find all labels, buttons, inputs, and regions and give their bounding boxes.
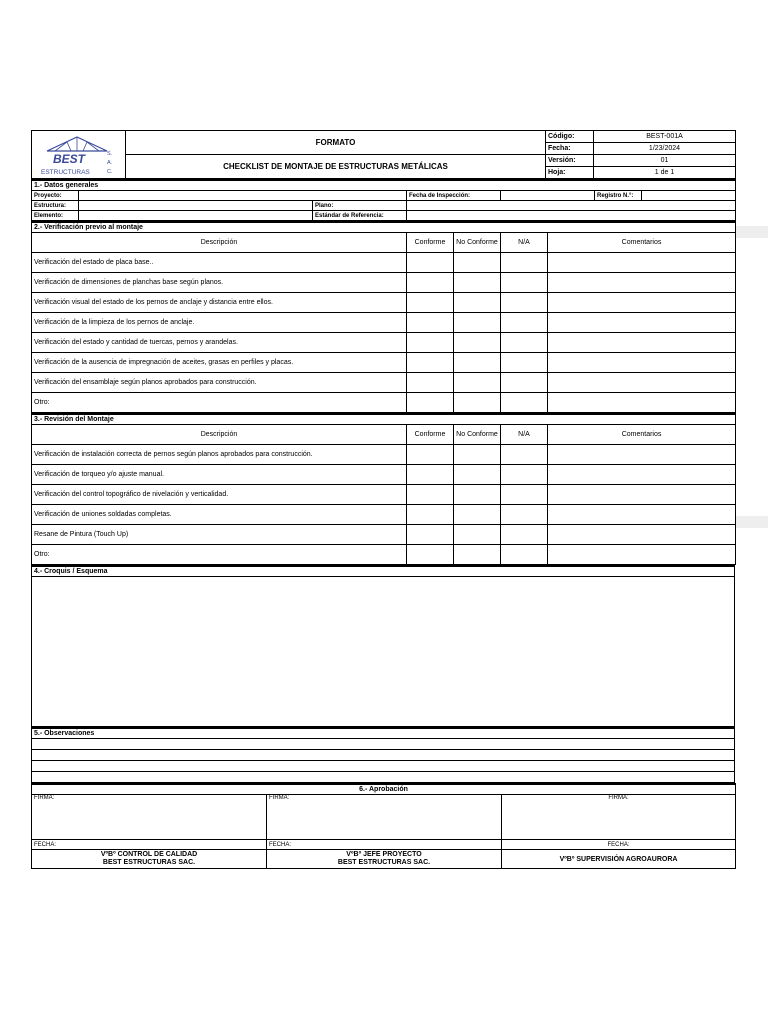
edge-bar bbox=[736, 516, 768, 528]
svg-text:S.: S. bbox=[106, 150, 112, 157]
column-header: Conforme bbox=[407, 233, 454, 253]
no-conforme-cell[interactable] bbox=[454, 373, 501, 393]
assembly-review-table bbox=[31, 413, 736, 565]
estandar-field[interactable] bbox=[407, 211, 736, 221]
observations-table bbox=[31, 727, 735, 783]
comentarios-cell[interactable] bbox=[548, 253, 736, 273]
no-conforme-cell[interactable] bbox=[454, 253, 501, 273]
checklist-row: Verificación de dimensiones de planchas base según planos. bbox=[32, 273, 736, 293]
na-cell[interactable] bbox=[501, 465, 548, 485]
no-conforme-cell[interactable] bbox=[454, 505, 501, 525]
edge-bar bbox=[736, 226, 768, 238]
comentarios-cell[interactable] bbox=[548, 445, 736, 465]
na-cell[interactable] bbox=[501, 313, 548, 333]
conforme-cell[interactable] bbox=[407, 253, 454, 273]
checklist-row: Verificación de torqueo y/o ajuste manual. bbox=[32, 465, 736, 485]
section-title: 4.- Croquis / Esquema bbox=[32, 566, 735, 577]
checklist-row: Otro: bbox=[32, 545, 736, 565]
comentarios-cell[interactable] bbox=[548, 485, 736, 505]
section-title: 6.- Aprobación bbox=[32, 784, 736, 795]
sketch-area[interactable] bbox=[32, 577, 735, 727]
no-conforme-cell[interactable] bbox=[454, 393, 501, 413]
meta-label: Hoja: bbox=[546, 167, 594, 179]
column-header: N/A bbox=[501, 233, 548, 253]
field-label: Elemento: bbox=[32, 211, 79, 221]
signer-label: VºBº CONTROL DE CALIDAD BEST ESTRUCTURAS SAC. bbox=[32, 850, 267, 869]
checklist-row: Resane de Pintura (Touch Up) bbox=[32, 525, 736, 545]
observation-line[interactable] bbox=[32, 750, 735, 761]
no-conforme-cell[interactable] bbox=[454, 485, 501, 505]
column-header: Comentarios bbox=[548, 233, 736, 253]
signature-box[interactable]: FIRMA: bbox=[32, 795, 267, 840]
column-header: N/A bbox=[501, 425, 548, 445]
checklist-row: Verificación de la ausencia de impregnación de aceites, grasas en perfiles y placas. bbox=[32, 353, 736, 373]
company-logo bbox=[32, 131, 126, 179]
checklist-sheet bbox=[31, 130, 735, 869]
sketch-table bbox=[31, 565, 735, 727]
comentarios-cell[interactable] bbox=[548, 393, 736, 413]
svg-text:A.: A. bbox=[106, 159, 112, 166]
header-table bbox=[31, 130, 736, 179]
field-label: Fecha de Inspección: bbox=[407, 191, 501, 201]
na-cell[interactable] bbox=[501, 293, 548, 313]
section-title: 3.- Revisión del Montaje bbox=[32, 414, 736, 425]
conforme-cell[interactable] bbox=[407, 373, 454, 393]
logo-subname: ESTRUCTURAS bbox=[40, 168, 90, 176]
checklist-row: Verificación de instalación correcta de pernos según planos aprobados para construcción. bbox=[32, 445, 736, 465]
column-header: Descripción bbox=[32, 233, 407, 253]
na-cell[interactable] bbox=[501, 373, 548, 393]
meta-label: Fecha: bbox=[546, 143, 594, 155]
truss-logo-icon bbox=[37, 133, 121, 177]
date-field[interactable]: FECHA: bbox=[267, 840, 502, 850]
meta-label: Versión: bbox=[546, 155, 594, 167]
date-field[interactable]: FECHA: bbox=[32, 840, 267, 850]
signer-label: VºBº SUPERVISIÓN AGROAURORA bbox=[502, 850, 736, 869]
elemento-field[interactable] bbox=[79, 211, 313, 221]
no-conforme-cell[interactable] bbox=[454, 313, 501, 333]
pre-assembly-table bbox=[31, 221, 736, 413]
comentarios-cell[interactable] bbox=[548, 525, 736, 545]
conforme-cell[interactable] bbox=[407, 485, 454, 505]
plano-field[interactable] bbox=[407, 201, 736, 211]
general-data-table bbox=[31, 179, 736, 221]
comentarios-cell[interactable] bbox=[548, 353, 736, 373]
registro-field[interactable] bbox=[642, 191, 736, 201]
na-cell[interactable] bbox=[501, 273, 548, 293]
meta-label: Código: bbox=[546, 131, 594, 143]
na-cell[interactable] bbox=[501, 445, 548, 465]
checklist-row: Verificación de la limpieza de los pernos de anclaje. bbox=[32, 313, 736, 333]
section-title: 2.- Verificación previo al montaje bbox=[32, 222, 736, 233]
no-conforme-cell[interactable] bbox=[454, 525, 501, 545]
na-cell[interactable] bbox=[501, 485, 548, 505]
conforme-cell[interactable] bbox=[407, 313, 454, 333]
conforme-cell[interactable] bbox=[407, 353, 454, 373]
comentarios-cell[interactable] bbox=[548, 465, 736, 485]
estructura-field[interactable] bbox=[79, 201, 313, 211]
comentarios-cell[interactable] bbox=[548, 333, 736, 353]
signer-label: VºBº JEFE PROYECTO BEST ESTRUCTURAS SAC. bbox=[267, 850, 502, 869]
na-cell[interactable] bbox=[501, 333, 548, 353]
conforme-cell[interactable] bbox=[407, 393, 454, 413]
logo-name: BEST bbox=[52, 151, 85, 166]
document-title: CHECKLIST DE MONTAJE DE ESTRUCTURAS METÁLICAS bbox=[126, 155, 546, 179]
field-label: Registro N.°: bbox=[595, 191, 642, 201]
observation-line[interactable] bbox=[32, 772, 735, 783]
conforme-cell[interactable] bbox=[407, 525, 454, 545]
na-cell[interactable] bbox=[501, 393, 548, 413]
field-label: Estructura: bbox=[32, 201, 79, 211]
column-header: No Conforme bbox=[454, 233, 501, 253]
comentarios-cell[interactable] bbox=[548, 313, 736, 333]
comentarios-cell[interactable] bbox=[548, 505, 736, 525]
comentarios-cell[interactable] bbox=[548, 373, 736, 393]
field-label: Estándar de Referencia: bbox=[313, 211, 407, 221]
fecha-inspeccion-field[interactable] bbox=[501, 191, 595, 201]
checklist-row: Verificación visual del estado de los pernos de anclaje y distancia entre ellos. bbox=[32, 293, 736, 313]
conforme-cell[interactable] bbox=[407, 333, 454, 353]
na-cell[interactable] bbox=[501, 525, 548, 545]
formato-label: FORMATO bbox=[126, 131, 546, 155]
na-cell[interactable] bbox=[501, 505, 548, 525]
no-conforme-cell[interactable] bbox=[454, 293, 501, 313]
checklist-row: Verificación del ensamblaje según planos aprobados para construcción. bbox=[32, 373, 736, 393]
column-header: Descripción bbox=[32, 425, 407, 445]
conforme-cell[interactable] bbox=[407, 445, 454, 465]
conforme-cell[interactable] bbox=[407, 293, 454, 313]
signature-box[interactable]: FIRMA: bbox=[502, 795, 736, 840]
section-title: 5.- Observaciones bbox=[32, 728, 735, 739]
checklist-row: Verificación del estado y cantidad de tuercas, pernos y arandelas. bbox=[32, 333, 736, 353]
no-conforme-cell[interactable] bbox=[454, 353, 501, 373]
na-cell[interactable] bbox=[501, 353, 548, 373]
field-label: Proyecto: bbox=[32, 191, 79, 201]
na-cell[interactable] bbox=[501, 253, 548, 273]
meta-value: BEST-001A bbox=[594, 131, 736, 143]
date-field[interactable]: FECHA: bbox=[502, 840, 736, 850]
checklist-row: Verificación del estado de placa base.. bbox=[32, 253, 736, 273]
meta-value: 01 bbox=[594, 155, 736, 167]
column-header: Conforme bbox=[407, 425, 454, 445]
conforme-cell[interactable] bbox=[407, 545, 454, 565]
no-conforme-cell[interactable] bbox=[454, 545, 501, 565]
checklist-row: Otro: bbox=[32, 393, 736, 413]
meta-value: 1/23/2024 bbox=[594, 143, 736, 155]
comentarios-cell[interactable] bbox=[548, 545, 736, 565]
comentarios-cell[interactable] bbox=[548, 293, 736, 313]
observation-line[interactable] bbox=[32, 739, 735, 750]
conforme-cell[interactable] bbox=[407, 465, 454, 485]
conforme-cell[interactable] bbox=[407, 273, 454, 293]
no-conforme-cell[interactable] bbox=[454, 333, 501, 353]
signature-box[interactable]: FIRMA: bbox=[267, 795, 502, 840]
checklist-row: Verificación del control topográfico de nivelación y verticalidad. bbox=[32, 485, 736, 505]
conforme-cell[interactable] bbox=[407, 505, 454, 525]
field-label: Plano: bbox=[313, 201, 407, 211]
column-header: No Conforme bbox=[454, 425, 501, 445]
no-conforme-cell[interactable] bbox=[454, 445, 501, 465]
no-conforme-cell[interactable] bbox=[454, 273, 501, 293]
na-cell[interactable] bbox=[501, 545, 548, 565]
section-title: 1.- Datos generales bbox=[32, 180, 736, 191]
meta-value: 1 de 1 bbox=[594, 167, 736, 179]
proyecto-field[interactable] bbox=[79, 191, 407, 201]
checklist-row: Verificación de uniones soldadas completas. bbox=[32, 505, 736, 525]
column-header: Comentarios bbox=[548, 425, 736, 445]
comentarios-cell[interactable] bbox=[548, 273, 736, 293]
no-conforme-cell[interactable] bbox=[454, 465, 501, 485]
approval-table bbox=[31, 783, 736, 869]
svg-text:C.: C. bbox=[106, 168, 112, 175]
observation-line[interactable] bbox=[32, 761, 735, 772]
